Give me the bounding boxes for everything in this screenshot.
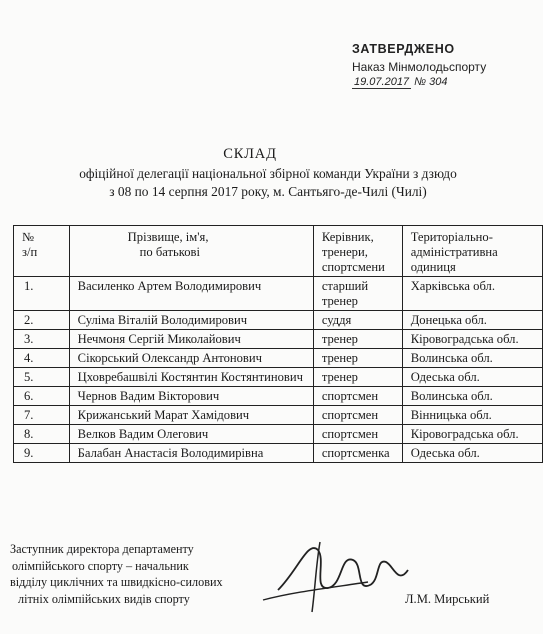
document-subtitle: офіційної делегації національної збірної команди України з дзюдо [79, 166, 457, 181]
row-name: Цховребашвілі Костянтин Костянтинович [69, 368, 313, 387]
header-role-line: Керівник, [321, 230, 374, 244]
header-region-line: адміністративна [410, 245, 498, 259]
row-role: суддя [313, 311, 402, 330]
header-name [69, 226, 313, 277]
table-row [14, 444, 543, 463]
table-header-row [14, 226, 543, 277]
row-region: Волинська обл. [402, 349, 542, 368]
signer-name: Л.М. Мирський [405, 592, 490, 606]
delegation-table [13, 225, 543, 463]
row-region: Кіровоградська обл. [402, 330, 542, 349]
row-num: 5. [14, 368, 70, 387]
table-row [14, 406, 543, 425]
table-row [14, 425, 543, 444]
row-role: спортсменка [313, 444, 402, 463]
table-row [14, 277, 543, 311]
approval-number: № 304 [414, 76, 448, 88]
header-name-line: Прізвище, ім'я, [127, 230, 209, 244]
header-num-line: з/п [22, 245, 38, 259]
row-region: Волинська обл. [402, 387, 542, 406]
footer-line: Заступник директора департаменту [10, 542, 194, 556]
table-row [14, 349, 543, 368]
footer-line: літніх олімпійських видів спорту [18, 591, 190, 606]
approval-stamp [352, 42, 486, 89]
row-num: 7. [14, 406, 70, 425]
row-role: спортсмен [313, 387, 402, 406]
row-num: 2. [14, 311, 70, 330]
row-num: 1. [14, 277, 70, 311]
footer-position [10, 541, 223, 607]
header-role [313, 226, 402, 277]
row-name: Сікорський Олександр Антонович [69, 349, 313, 368]
row-role: спортсмен [313, 425, 402, 444]
row-role: тренер [313, 368, 402, 387]
row-region: Вінницька обл. [402, 406, 542, 425]
header-num-line: № [22, 230, 35, 244]
header-num [14, 226, 70, 277]
signature-image [258, 530, 418, 620]
header-role-line: спортсмени [321, 260, 385, 274]
approval-order: Наказ Мінмолодьспорту [352, 60, 487, 74]
header-role-line: тренери, [321, 245, 368, 259]
row-name: Василенко Артем Володимирович [69, 277, 313, 311]
row-name: Чернов Вадим Вікторович [69, 387, 313, 406]
row-name: Крижанський Марат Хамідович [69, 406, 313, 425]
table-row [14, 330, 543, 349]
table-row [14, 311, 543, 330]
header-region [402, 226, 542, 277]
row-region: Донецька обл. [402, 311, 542, 330]
row-role: тренер [313, 349, 402, 368]
row-role: старший тренер [313, 277, 402, 311]
row-name: Нечмоня Сергій Миколайович [69, 330, 313, 349]
row-num: 3. [14, 330, 70, 349]
row-num: 8. [14, 425, 70, 444]
approval-date: 19.07.2017 [354, 76, 410, 88]
row-role: тренер [313, 330, 402, 349]
document-dates: з 08 по 14 серпня 2017 року, м. Сантьяго-де-Чилі (Чилі) [109, 184, 427, 199]
row-region: Одеська обл. [402, 444, 542, 463]
footer-line: відділу циклічних та швидкісно-силових [10, 575, 223, 589]
row-region: Кіровоградська обл. [402, 425, 542, 444]
header-region-line: Територіально- [410, 230, 493, 244]
document-title: СКЛАД [223, 146, 277, 162]
approval-date-number [352, 76, 486, 89]
table-row [14, 368, 543, 387]
table-row [14, 387, 543, 406]
row-region: Харківська обл. [402, 277, 542, 311]
row-num: 6. [14, 387, 70, 406]
row-name: Балабан Анастасія Володимирівна [69, 444, 313, 463]
document-heading [0, 146, 500, 200]
header-name-line: по батькові [139, 245, 200, 259]
row-name: Суліма Віталій Володимирович [69, 311, 313, 330]
approval-title: ЗАТВЕРДЖЕНО [352, 42, 455, 56]
row-role: спортсмен [313, 406, 402, 425]
row-name: Велков Вадим Олегович [69, 425, 313, 444]
row-num: 9. [14, 444, 70, 463]
row-num: 4. [14, 349, 70, 368]
footer-line: олімпійського спорту – начальник [12, 558, 189, 573]
header-region-line: одиниця [410, 260, 456, 274]
row-region: Одеська обл. [402, 368, 542, 387]
